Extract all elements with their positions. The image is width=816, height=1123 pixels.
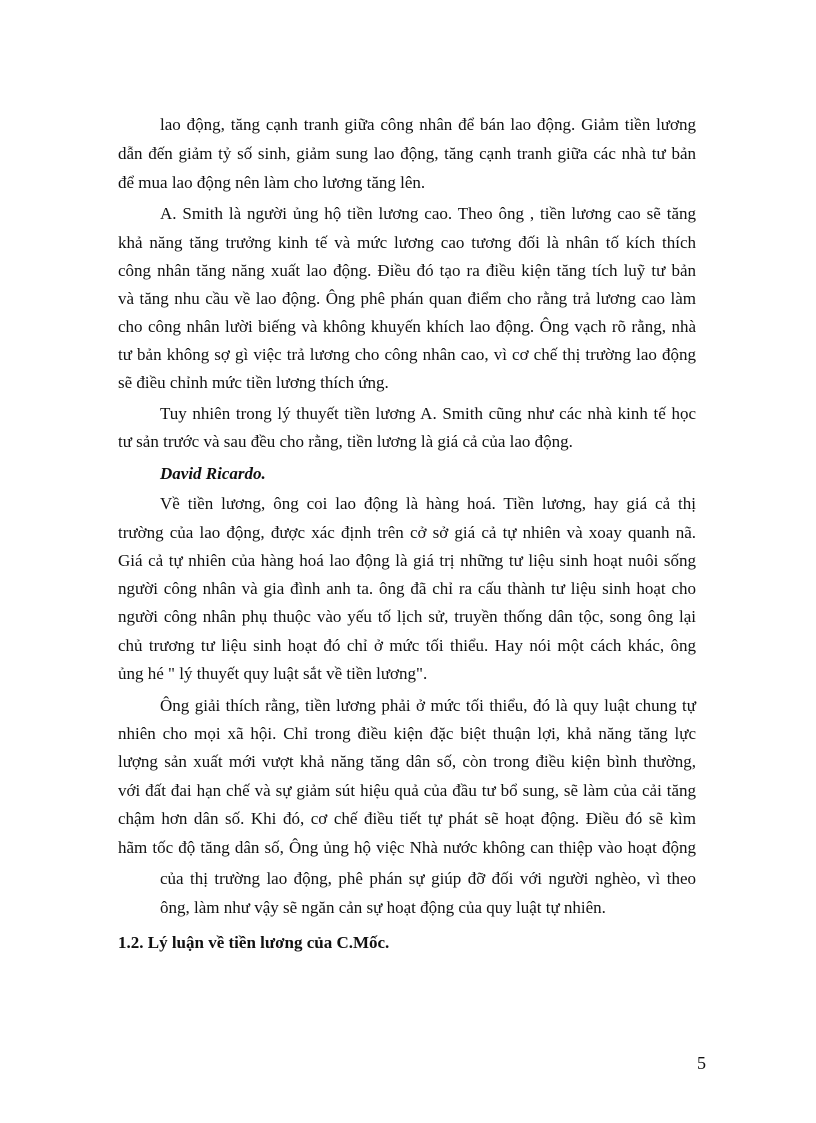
- text-line: Về tiền lương, ông coi lao động là hàng hoá. Tiền lương, hay giá cả thị: [160, 494, 696, 513]
- text-line: chủ trương tư liệu sinh hoạt đó chỉ ở mức tối thiểu. Hay nói một cách khác, ông: [118, 636, 696, 655]
- text-line: ủng hé " lý thuyết quy luật sắt về tiền lương".: [118, 664, 428, 683]
- text-line: của thị trường lao động, phê phán sự giúp đỡ đối với người nghèo, vì theo: [160, 869, 696, 888]
- text-line: ông, làm như vậy sẽ ngăn cản sự hoạt động của quy luật tự nhiên.: [160, 898, 606, 917]
- text-line: sẽ điều chỉnh mức tiền lương thích ứng.: [118, 373, 389, 392]
- text-line: Tuy nhiên trong lý thuyết tiền lương A. Smith cũng như các nhà kinh tế học: [160, 404, 696, 423]
- text-line: chậm hơn dân số. Khi đó, cơ chế điều tiết tự phát sẽ hoạt động. Điều đó sẽ kìm: [118, 809, 696, 828]
- text-line: tư sản trước và sau đều cho rằng, tiền lương là giá cả của lao động.: [118, 432, 573, 451]
- text-line: dẫn đến giảm tỷ số sinh, giảm sung lao động, tăng cạnh tranh giữa các nhà tư bản: [118, 144, 696, 163]
- text-line: khả năng tăng trưởng kinh tế và mức lương cao tương đối là nhân tố kích thích: [118, 233, 696, 252]
- text-line: lao động, tăng cạnh tranh giữa công nhân để bán lao động. Giảm tiền lương: [160, 115, 696, 134]
- text-line: Giá cả tự nhiên của hàng hoá lao động là giá trị những tư liệu sinh hoạt nuôi sống: [118, 551, 696, 570]
- section-subheading: David Ricardo.: [160, 464, 266, 483]
- text-line: và tăng nhu cầu về lao động. Ông phê phán quan điểm cho rằng trả lương cao làm: [118, 289, 696, 308]
- text-line: để mua lao động nên làm cho lương tăng lên.: [118, 173, 426, 192]
- section-heading: 1.2. Lý luận về tiền lương của C.Mốc.: [118, 933, 390, 952]
- text-line: người công nhân phụ thuộc vào yếu tố lịch sử, truyền thống dân tộc, song ông lại: [118, 607, 696, 626]
- text-line: Ông giải thích rằng, tiền lương phải ở mức tối thiểu, đó là quy luật chung tự: [160, 696, 696, 715]
- text-line: trường của lao động, được xác định trên cở sở giá cả tự nhiên và xoay quanh nã.: [118, 523, 696, 542]
- page-number: 5: [697, 1053, 706, 1073]
- text-line: hãm tốc độ tăng dân số, Ông ủng hộ việc Nhà nước không can thiệp vào hoạt động: [118, 838, 696, 857]
- text-line: công nhân tăng năng xuất lao động. Điều đó tạo ra điều kiện tăng tích luỹ tư bản: [118, 261, 696, 280]
- text-line: lượng sản xuất mới vượt khả năng tăng dân số, còn trong điều kiện bình thường,: [118, 752, 696, 771]
- text-line: A. Smith là người ủng hộ tiền lương cao. Theo ông , tiền lương cao sẽ tăng: [160, 204, 696, 223]
- text-line: người công nhân và gia đình anh ta. ông đã chỉ ra cấu thành tư liệu sinh hoạt cho: [118, 579, 696, 598]
- text-line: nhiên cho mọi xã hội. Chỉ trong điều kiện đặc biệt thuận lợi, khả năng tăng lực: [118, 724, 696, 743]
- text-line: cho công nhân lười biếng và không khuyến khích lao động. Ông vạch rõ rằng, nhà: [118, 317, 696, 336]
- text-line: tư bản không sợ gì việc trả lương cho công nhân cao, vì cơ chế thị trường lao động: [118, 345, 696, 364]
- text-line: với đất đai hạn chế và sự giảm sút hiệu quả của đầu tư bổ sung, sẽ làm của cải tăng: [118, 781, 696, 800]
